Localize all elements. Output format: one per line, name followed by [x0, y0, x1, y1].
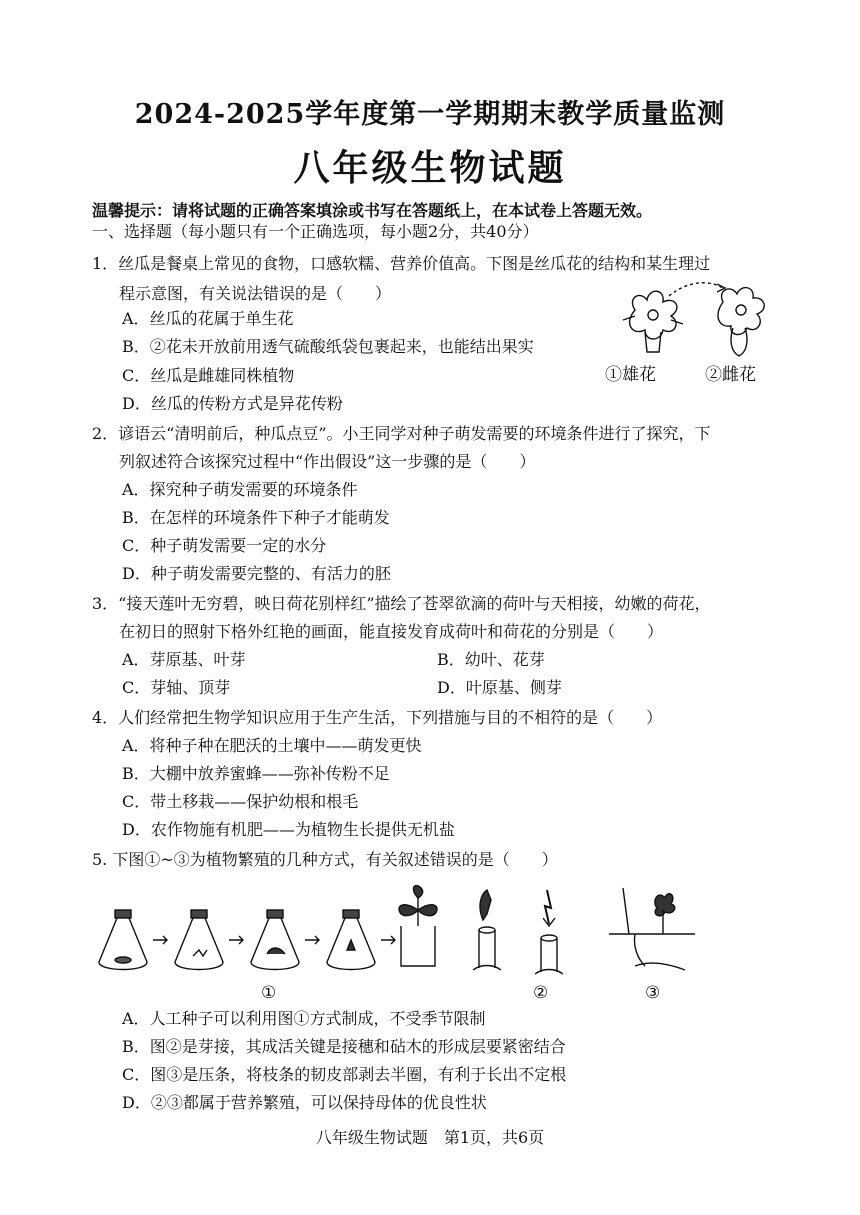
exam-title: 2024-2025学年度第一学期期末教学质量监测: [134, 99, 726, 130]
q2-option-c: C．种子萌发需要一定的水分: [122, 536, 327, 555]
q2-stem-line1: 2．谚语云“清明前后，种瓜点豆”。小王同学对种子萌发需要的环境条件进行了探究，下: [92, 424, 711, 443]
q5-option-c: C．图③是压条，将枝条的韧皮部剥去半圈，有利于长出不定根: [122, 1065, 567, 1084]
figure-2-label: ②: [533, 983, 549, 1002]
female-flower-label: ②雌花: [705, 365, 756, 384]
q4-option-a: A．将种子种在肥沃的土壤中——萌发更快: [122, 736, 422, 755]
q1-option-c: C．丝瓜是雌雄同株植物: [122, 366, 295, 385]
q5-option-d: D．②③都属于营养繁殖，可以保持母体的优良性状: [122, 1093, 487, 1112]
q3-stem-line2: 在初日的照射下格外红艳的画面，能直接发育成荷叶和荷花的分别是（ ）: [119, 622, 664, 641]
q2-stem-line2: 列叙述符合该探究过程中“作出假设”这一步骤的是（ ）: [119, 452, 536, 471]
figure-3-label: ③: [645, 983, 661, 1002]
q3-option-c: C．芽轴、顶芽: [122, 678, 231, 697]
propagation-figure: [95, 880, 715, 1005]
q1-stem-line1: 1．丝瓜是餐桌上常见的食物，口感软糯、营养价值高。下图是丝瓜花的结构和某生理过: [92, 254, 711, 273]
page-footer: 八年级生物试题 第1页，共6页: [315, 1128, 545, 1147]
q3-option-b: B．幼叶、花芽: [437, 650, 545, 669]
q5-option-b: B．图②是芽接，其成活关键是接穗和砧木的形成层要紧密结合: [122, 1037, 566, 1056]
q5-stem: 5. 下图①~③为植物繁殖的几种方式，有关叙述错误的是（ ）: [92, 850, 558, 869]
q2-option-d: D．种子萌发需要完整的、有活力的胚: [122, 564, 391, 583]
q3-stem-line1: 3．“接天莲叶无穷碧，映日荷花别样红”描绘了苍翠欲滴的荷叶与天相接，幼嫩的荷花，: [92, 594, 711, 613]
exam-subtitle: 八年级生物试题: [293, 147, 567, 189]
male-flower-label: ①雄花: [605, 365, 656, 384]
q4-option-c: C．带土移栽——保护幼根和根毛: [122, 792, 359, 811]
q3-option-d: D．叶原基、侧芽: [437, 678, 562, 697]
q1-stem-line2: 程示意图，有关说法错误的是（ ）: [119, 284, 392, 303]
q2-option-b: B．在怎样的环境条件下种子才能萌发: [122, 508, 390, 527]
section-heading: 一、选择题（每小题只有一个正确选项，每小题2分，共40分）: [92, 222, 539, 241]
exam-tip: 温馨提示：请将试题的正确答案填涂或书写在答题纸上，在本试卷上答题无效。: [92, 201, 653, 220]
luffa-flower-figure: [605, 280, 785, 390]
figure-1-label: ①: [261, 983, 277, 1002]
q2-option-a: A．探究种子萌发需要的环境条件: [122, 480, 358, 499]
q1-option-a: A．丝瓜的花属于单生花: [122, 309, 294, 328]
q3-option-a: A．芽原基、叶芽: [122, 650, 246, 669]
q4-stem: 4．人们经常把生物学知识应用于生产生活，下列措施与目的不相符的是（ ）: [92, 708, 663, 727]
q1-option-d: D．丝瓜的传粉方式是异花传粉: [122, 394, 343, 413]
q4-option-b: B．大棚中放养蜜蜂——弥补传粉不足: [122, 764, 390, 783]
q5-option-a: A．人工种子可以利用图①方式制成，不受季节限制: [122, 1009, 486, 1028]
q1-option-b: B．②花未开放前用透气硫酸纸袋包裹起来，也能结出果实: [122, 337, 534, 356]
q4-option-d: D．农作物施有机肥——为植物生长提供无机盐: [122, 820, 455, 839]
